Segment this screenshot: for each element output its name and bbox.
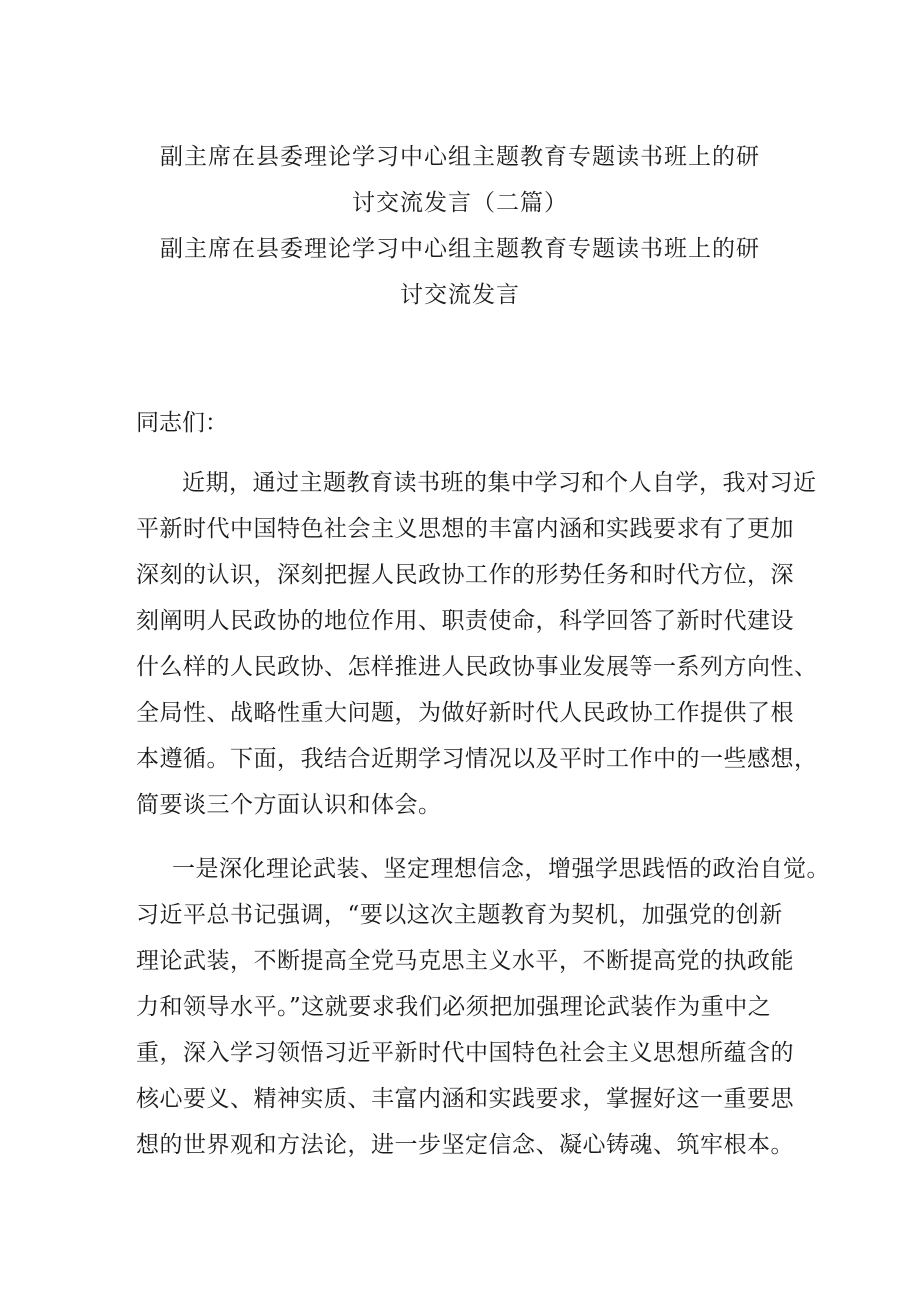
paragraph-2-line: 力和领导水平。”这就要求我们必须把加强理论武装作为重中之	[136, 994, 772, 1020]
paragraph-1-line: 近期，通过主题教育读书班的集中学习和个人自学，我对习近	[182, 470, 817, 496]
paragraph-1-line: 平新时代中国特色社会主义思想的丰富内涵和实践要求有了更加	[136, 516, 794, 542]
paragraph-2-line: 理论武装，不断提高全党马克思主义水平，不断提高党的执政能	[136, 948, 794, 974]
paragraph-2-line: 重，深入学习领悟习近平新时代中国特色社会主义思想所蕴含的	[136, 1040, 794, 1066]
document-body	[136, 400, 830, 1186]
document-title	[130, 134, 790, 318]
paragraph-1-line: 简要谈三个方面认识和体会。	[136, 792, 442, 818]
paragraph-1-line: 本遵循。下面，我结合近期学习情况以及平时工作中的一些感想，	[136, 746, 818, 772]
paragraph-2-line: 一是深化理论武装、坚定理想信念，增强学思践悟的政治自觉。	[172, 856, 830, 882]
paragraph-1-line: 深刻的认识，深刻把握人民政协工作的形势任务和时代方位，深	[136, 562, 794, 588]
paragraph-1-line: 全局性、战略性重大问题，为做好新时代人民政协工作提供了根	[136, 700, 794, 726]
salutation: 同志们：	[136, 410, 228, 436]
paragraph-2-line: 核心要义、精神实质、丰富内涵和实践要求，掌握好这一重要思	[136, 1086, 794, 1112]
title-line-2: 讨交流发言（二篇）	[352, 190, 568, 216]
subtitle-line-2: 讨交流发言	[400, 282, 520, 308]
paragraph-1	[136, 460, 818, 828]
paragraph-2-line: 习近平总书记强调，“要以这次主题教育为契机，加强党的创新	[136, 902, 783, 928]
paragraph-1-line: 刻阐明人民政协的地位作用、职责使命，科学回答了新时代建设	[136, 608, 794, 634]
subtitle-line-1: 副主席在县委理论学习中心组主题教育专题读书班上的研	[160, 236, 760, 262]
paragraph-2	[136, 846, 830, 1168]
paragraph-1-line: 什么样的人民政协、怎样推进人民政协事业发展等一系列方向性、	[136, 654, 818, 680]
paragraph-2-line: 想的世界观和方法论，进一步坚定信念、凝心铸魂、筑牢根本。	[136, 1132, 794, 1158]
title-line-1: 副主席在县委理论学习中心组主题教育专题读书班上的研	[160, 144, 760, 170]
